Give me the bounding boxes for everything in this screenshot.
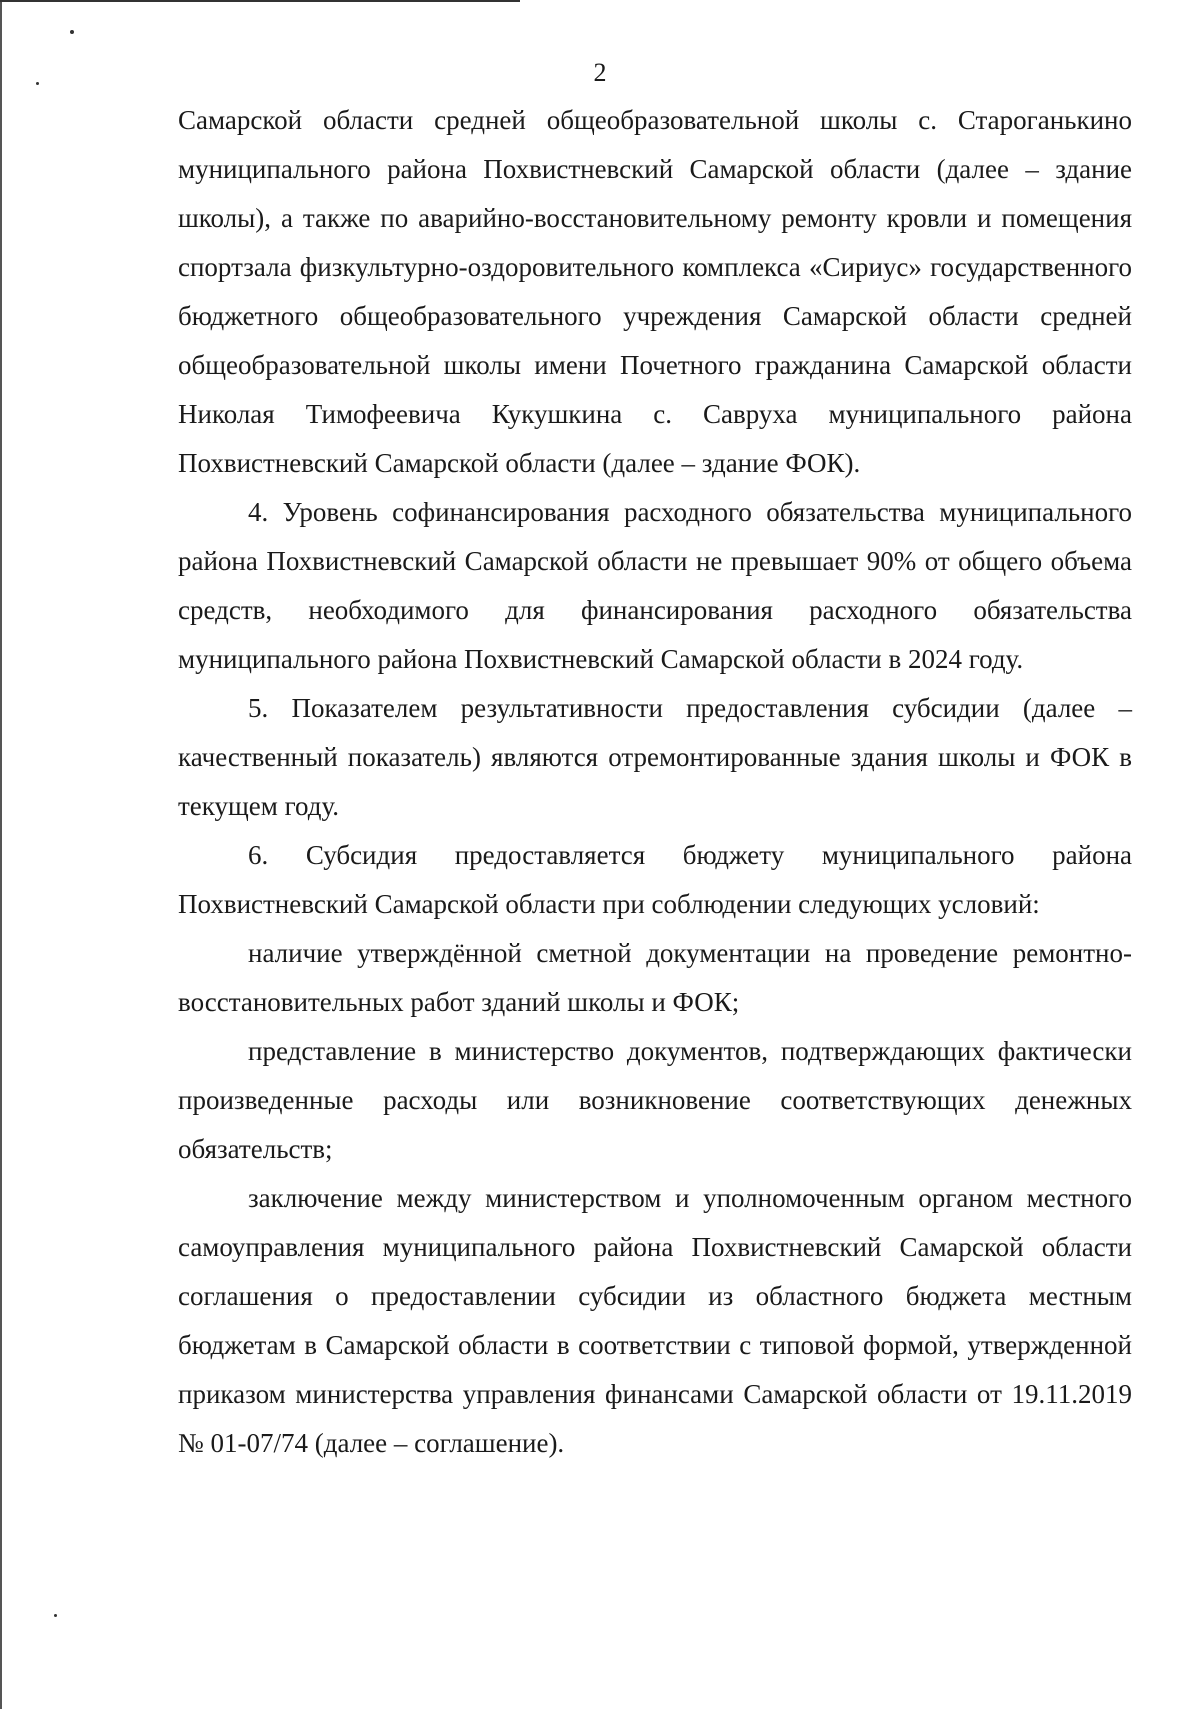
paragraph-item-6: 6. Субсидия предоставляется бюджету муниципального района Похвистневский Самарской области при соблюдении следующих условий:: [178, 840, 1132, 919]
scan-edge-top: [0, 0, 520, 2]
paragraph-continuation: Самарской области средней общеобразовательной школы с. Староганькино муниципального района Похвистневский Самарской области (далее – здание школы), а также по аварийно-восстановительному ремонту кровли и помещения спортзала физкультурно-оздоровительного комплекса «Сириус» государственного бюджетного общеобразовательного учреждения Самарской области средней общеобразовательной школы имени Почетного гражданина Самарской области Николая Тимофеевича Кукушкина с. Савруха муниципального района Похвистневский Самарской области (далее – здание ФОК).: [178, 105, 1132, 478]
condition-estimate-documentation: наличие утверждённой сметной документации на проведение ремонтно-восстановительных работ зданий школы и ФОК;: [178, 938, 1132, 1017]
scan-speck: [54, 1614, 57, 1617]
scan-edge-left: [0, 0, 2, 1709]
condition-agreement: заключение между министерством и уполномоченным органом местного самоуправления муниципального района Похвистневский Самарской области соглашения о предоставлении субсидии из областного бюджета местным бюджетам в Самарской области в соответствии с типовой формой, утвержденной приказом министерства управления финансами Самарской области от 19.11.2019 № 01-07/74 (далее – соглашение).: [178, 1183, 1132, 1458]
scan-speck: [70, 30, 74, 34]
page-number: 2: [593, 58, 607, 87]
paragraph-item-4: 4. Уровень софинансирования расходного обязательства муниципального района Похвистневский Самарской области не превышает 90% от общего объема средств, необходимого для финансирования расходного обязательства муниципального района Похвистневский Самарской области в 2024 году.: [178, 497, 1132, 674]
paragraph-item-5: 5. Показателем результативности предоставления субсидии (далее – качественный показатель) являются отремонтированные здания школы и ФОК в текущем году.: [178, 693, 1132, 821]
document-body: [178, 96, 1132, 1468]
condition-submit-documents: представление в министерство документов, подтверждающих фактически произведенные расходы или возникновение соответствующих денежных обязательств;: [178, 1036, 1132, 1164]
